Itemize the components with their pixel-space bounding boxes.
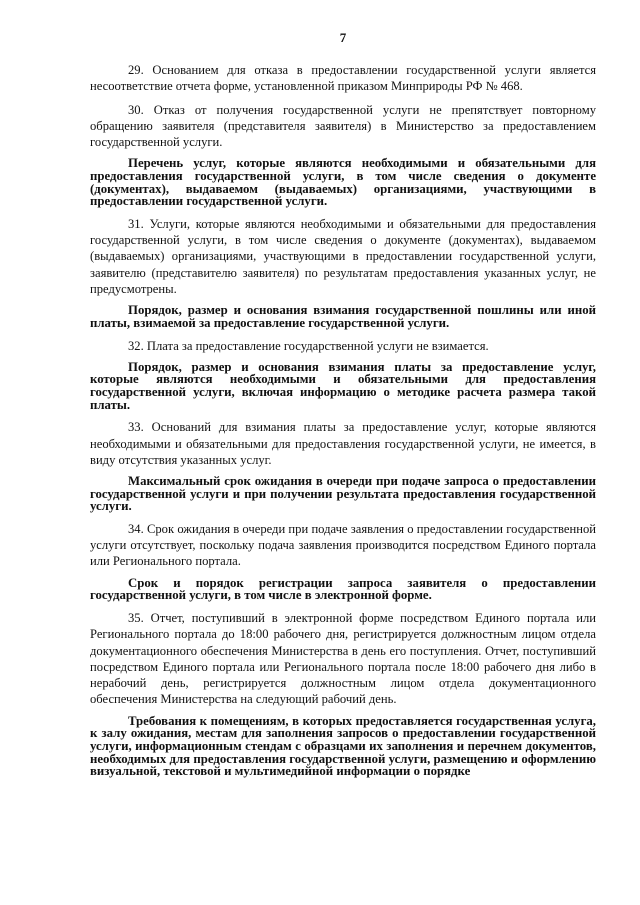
- paragraph-35: 35. Отчет, поступивший в электронной форме посредством Единого портала или Регионального портала до 18:00 рабочего дня, регистрируется должностным лицом отдела документационного обеспечения Министерства в день его поступления. Отчет, поступивший посредством Единого портала или Регионального портала после 18:00 рабочего дня либо в нерабочий день, регистрируется должностным лицом отдела документационного обеспечения Министерства на следующий рабочий день.: [90, 610, 596, 707]
- section-heading-queue-time: Максимальный срок ожидания в очереди при подаче запроса о предоставлении государственной услуги и при получении результата предоставления государственной услуги.: [90, 474, 596, 514]
- section-heading-fee-for-services: Порядок, размер и основания взимания платы за предоставление услуг, которые являются необходимыми и обязательными для предоставления государственной услуги, включая информацию о методике расчета размера такой платы.: [90, 359, 596, 412]
- page-number: 7: [339, 30, 347, 45]
- section-heading-related-services: Перечень услуг, которые являются необходимыми и обязательными для предоставления государственной услуги, в том числе сведения о документе (документах), выдаваемом (выдаваемых) организациями, участвующими в предоставлении государственной услуги.: [90, 156, 596, 209]
- paragraph-29: 29. Основанием для отказа в предоставлении государственной услуги является несоответствие отчета форме, установленной приказом Минприроды РФ № 468.: [90, 63, 596, 94]
- document-page: [90, 24, 596, 786]
- paragraph-32: 32. Плата за предоставление государственной услуги не взимается.: [128, 338, 489, 353]
- section-heading-state-fee: Порядок, размер и основания взимания государственной пошлины или иной платы, взимаемой за предоставление государственной услуги.: [90, 303, 596, 330]
- paragraph-30: 30. Отказ от получения государственной услуги не препятствует повторному обращению заявителя (представителя заявителя) в Министерство за предоставлением государственной услуги.: [90, 102, 596, 150]
- paragraph-34: 34. Срок ожидания в очереди при подаче заявления о предоставлении государственной услуги отсутствует, поскольку подача заявления производится посредством Единого портала или Регионального портала.: [90, 521, 596, 569]
- paragraph-31: 31. Услуги, которые являются необходимыми и обязательными для предоставления государственной услуги, в том числе сведения о документе (документах), выдаваемом (выдаваемых) организациями, участвующими в предоставлении государственной услуги, заявителю (представителю заявителя) по результатам предоставления указанных услуг, не предусмотрены.: [90, 216, 596, 297]
- section-heading-registration: Срок и порядок регистрации запроса заявителя о предоставлении государственной услуги, в том числе в электронной форме.: [90, 575, 596, 603]
- paragraph-33: 33. Оснований для взимания платы за предоставление услуг, которые являются необходимыми и обязательными для предоставления государственной услуги, не имеется, в виду отсутствия указанных услуг.: [90, 420, 596, 467]
- section-heading-premises-requirements: Требования к помещениям, в которых предоставляется государственная услуга, к залу ожидания, местам для заполнения запросов о предоставлении государственной услуги, информационным стендам с образцами их заполнения и перечнем документов, необходимых для предоставления государственной услуги, размещению и оформлению визуальной, текстовой и мультимедийной информации о порядке: [90, 713, 596, 779]
